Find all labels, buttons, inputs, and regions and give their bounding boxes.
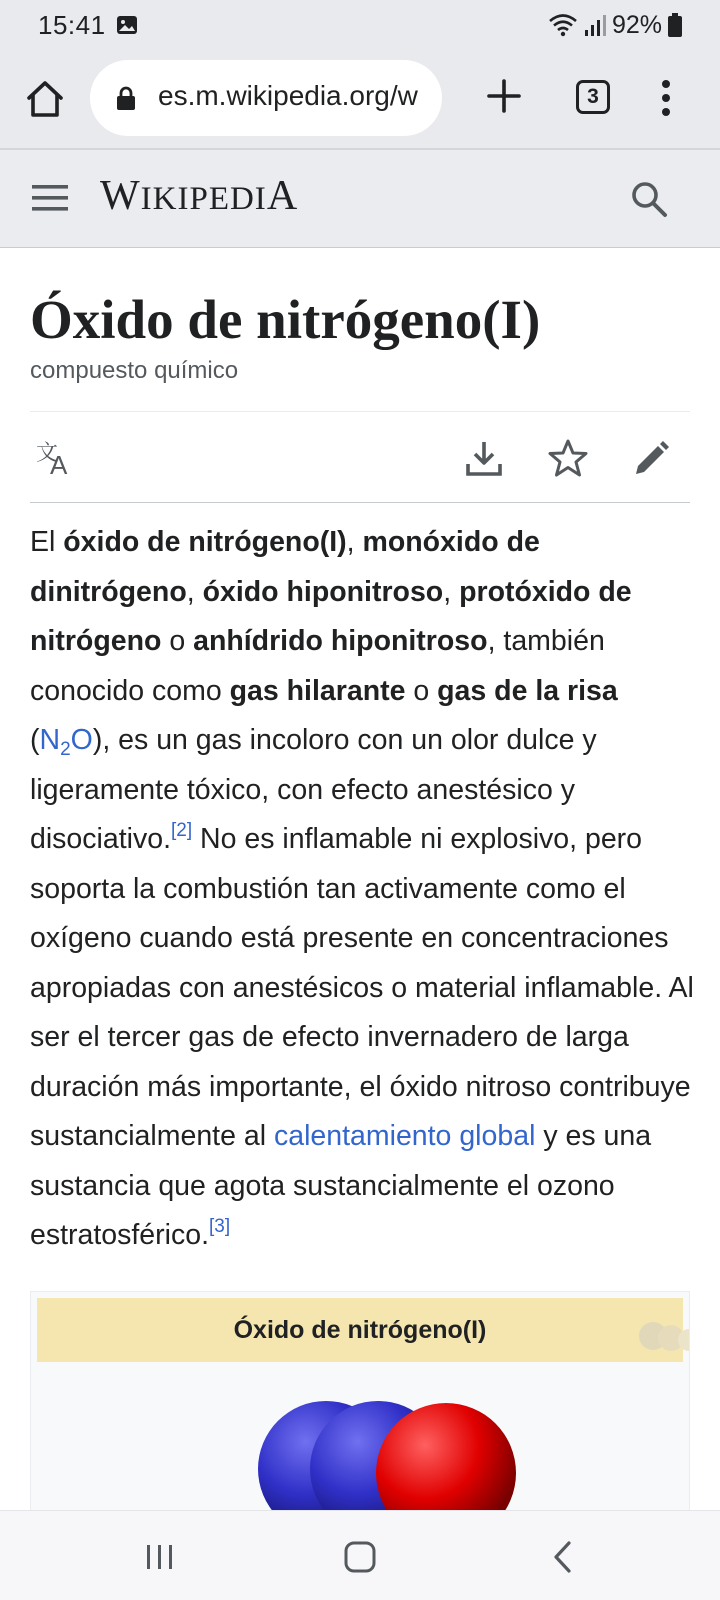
formula-o: O (70, 724, 93, 756)
wikipedia-logo[interactable] (100, 172, 298, 220)
navigation-bar (0, 1510, 720, 1600)
lock-icon (116, 86, 136, 110)
menu-icon[interactable] (660, 78, 672, 118)
reference-link[interactable]: [3] (209, 1216, 231, 1237)
text: o (161, 625, 194, 657)
molecule-image (256, 1387, 526, 1511)
page-subtitle: compuesto químico (30, 357, 239, 384)
formula-subscript: 2 (60, 739, 71, 760)
bold-term: monóxido de dinitrógeno (30, 526, 540, 608)
plus-icon[interactable] (484, 76, 524, 116)
battery-icon (668, 13, 682, 37)
recent-apps-icon[interactable] (140, 1539, 180, 1575)
text: El (30, 526, 64, 558)
text: , también conocido como (30, 625, 605, 707)
wiki-header (0, 150, 720, 248)
formula-link[interactable] (39, 724, 93, 760)
logo-a: A (266, 173, 299, 219)
home-button-icon[interactable] (340, 1539, 380, 1575)
text: o (405, 674, 438, 707)
logo-w: W (100, 173, 141, 219)
image-icon (116, 15, 138, 35)
url-text[interactable]: es.m.wikipedia.org/w (158, 80, 418, 111)
language-icon[interactable] (36, 438, 76, 478)
status-time: 15:41 (38, 10, 106, 40)
bold-term: protóxido de nitrógeno (30, 575, 632, 657)
star-icon[interactable] (548, 438, 588, 478)
bold-term: gas hilarante (229, 674, 406, 707)
page-title: Óxido de nitrógeno(I) (30, 289, 541, 350)
search-icon[interactable] (630, 180, 668, 218)
status-bar (0, 0, 720, 52)
hamburger-icon[interactable] (32, 183, 68, 213)
home-icon[interactable] (24, 78, 66, 120)
tabs-button[interactable]: 3 (576, 80, 610, 114)
page-actions (30, 412, 690, 502)
infobox (30, 1291, 690, 1511)
bold-term: gas de la risa (437, 674, 618, 707)
calentamiento-global-link[interactable]: calentamiento global (273, 1120, 536, 1152)
download-icon[interactable] (464, 438, 504, 478)
wifi-icon (548, 13, 578, 37)
back-icon[interactable] (544, 1539, 584, 1575)
battery-percent: 92% (611, 10, 662, 39)
text: , (186, 575, 203, 608)
bold-term: óxido de nitrógeno(I) (63, 526, 347, 558)
text: No es inflamable ni explosivo, pero soporta la combustión tan activamente como el oxígeno cuando está presente en concentraciones apropiadas con anestésicos o material inflamable. Al ser el tercer gas de efecto invernadero de larga duración más importante, el óxido nitroso contribuye sustancialmente al (30, 823, 694, 1152)
divider (30, 502, 690, 503)
text: ), es un gas incoloro con un olor dulce y ligeramente tóxico, con efecto anestésico y disociativo. (30, 724, 597, 855)
molecule-badge-icon (631, 1314, 690, 1354)
svg-text:文: 文 (36, 440, 59, 465)
signal-icon (584, 13, 606, 37)
text: ( (30, 724, 40, 756)
status-right (548, 10, 682, 40)
text: , (346, 526, 363, 558)
reference-link[interactable]: [2] (170, 820, 193, 841)
text: y es una sustancia que agota sustancialmente el ozono estratosférico. (30, 1120, 652, 1251)
edit-icon[interactable] (632, 438, 672, 478)
svg-text:A: A (50, 450, 68, 478)
bold-term: óxido hiponitroso (202, 575, 444, 608)
bold-term: anhídrido hiponitroso (193, 625, 488, 657)
infobox-title: Óxido de nitrógeno(I) (37, 1298, 683, 1362)
logo-middle: IKIPEDI (140, 181, 267, 217)
formula-n: N (39, 724, 61, 756)
browser-toolbar (0, 52, 720, 150)
lead-paragraph (30, 518, 695, 1261)
url-bar[interactable] (90, 60, 442, 136)
text: , (443, 575, 460, 608)
